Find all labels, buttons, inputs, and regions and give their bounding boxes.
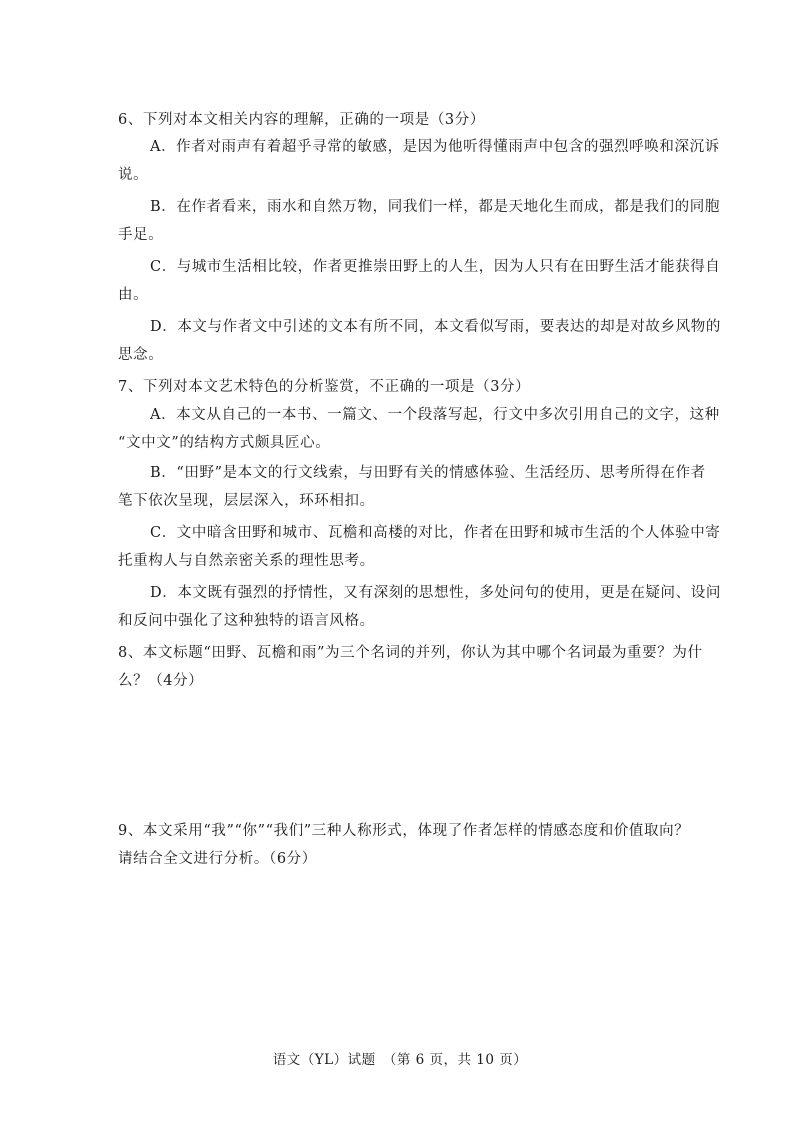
- question-7-option-d-line2: 和反问中强化了这种独特的语言风格。: [118, 613, 375, 629]
- question-6-option-d-line2: 思念。: [118, 347, 164, 363]
- question-8-line1: 8、本文标题“田野、瓦檐和雨”为三个名词的并列，你认为其中哪个名词最为重要？为什: [118, 645, 703, 661]
- question-8-line2: 么？（4分）: [118, 673, 204, 689]
- question-9-line2: 请结合全文进行分析。（6分）: [118, 851, 317, 867]
- question-7-option-b-line1: B．“田野”是本文的行文线索，与田野有关的情感体验、生活经历、思考所得在作者: [150, 465, 706, 481]
- page-footer: 语文（YL）试题 （第 6 页，共 10 页）: [272, 1052, 528, 1068]
- question-7-stem: 7、下列对本文艺术特色的分析鉴赏，不正确的一项是（3分）: [118, 379, 531, 395]
- question-7-option-c-line2: 托重构人与自然亲密关系的理性思考。: [118, 553, 375, 569]
- question-6-option-a-line2: 说。: [118, 167, 149, 183]
- question-6-option-b-line1: B．在作者看来，雨水和自然万物，同我们一样，都是天地化生而成，都是我们的同胞: [150, 199, 720, 215]
- question-6-option-c-line2: 由。: [118, 287, 149, 303]
- question-6-option-a-line1: A．作者对雨声有着超乎寻常的敏感，是因为他听得懂雨声中包含的强烈呼唤和深沉诉: [150, 139, 720, 155]
- question-7-option-a-line2: “文中文”的结构方式颇具匠心。: [118, 435, 331, 451]
- question-7-option-b-line2: 笔下依次呈现，层层深入，环环相扣。: [118, 493, 375, 509]
- question-6-stem: 6、下列对本文相关内容的理解，正确的一项是（3分）: [118, 112, 485, 128]
- question-7-option-d-line1: D．本文既有强烈的抒情性，又有深刻的思想性，多处问句的使用，更是在疑问、设问: [150, 585, 721, 601]
- question-7-option-c-line1: C．文中暗含田野和城市、瓦檐和高楼的对比，作者在田野和城市生活的个人体验中寄: [150, 525, 721, 541]
- question-6-option-b-line2: 手足。: [118, 227, 164, 243]
- question-9-line1: 9、本文采用“我”“你”“我们”三种人称形式，体现了作者怎样的情感态度和价值取向？: [118, 823, 690, 839]
- question-6-option-d-line1: D．本文与作者文中引述的文本有所不同，本文看似写雨，要表达的却是对故乡风物的: [150, 319, 721, 335]
- question-6-option-c-line1: C．与城市生活相比较，作者更推崇田野上的人生，因为人只有在田野生活才能获得自: [150, 259, 721, 275]
- question-7-option-a-line1: A．本文从自己的一本书、一篇文、一个段落写起，行文中多次引用自己的文字，这种: [150, 407, 720, 423]
